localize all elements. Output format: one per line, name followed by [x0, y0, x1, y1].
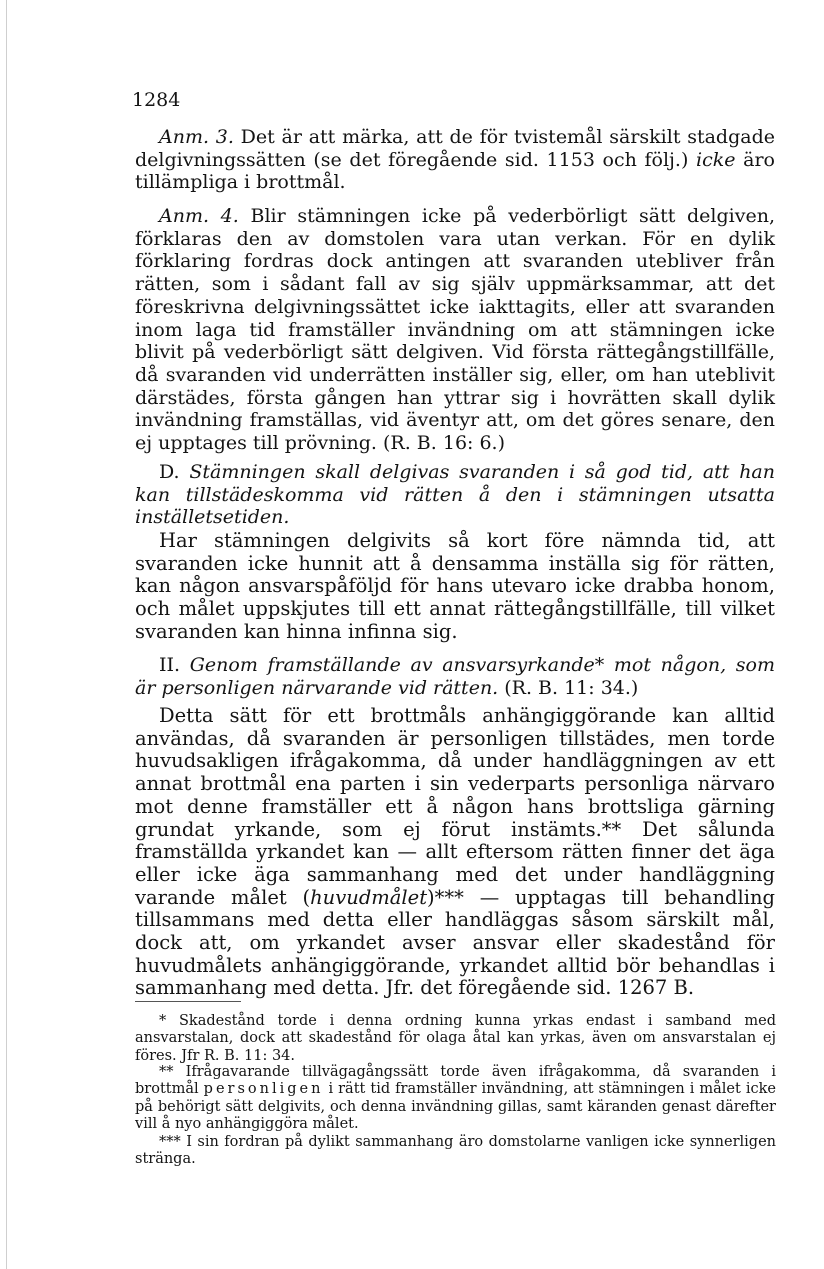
- section-label: II.: [159, 654, 181, 676]
- footnote-2: [135, 1064, 776, 1133]
- footnote-1: [135, 1013, 776, 1065]
- paragraph-emphasis: huvudmålet: [310, 885, 428, 909]
- section-heading-text: Stämningen skall delgivas svaranden i så god tid, att han kan tillstädeskomma vid rätten å den i stämningen utsatta inställetsetiden.: [135, 461, 775, 529]
- note-label: Anm. 4.: [159, 205, 239, 227]
- footnote-divider: [135, 1001, 241, 1002]
- page-number: 1284: [132, 89, 181, 111]
- footnote-text: *** I sin fordran på dylikt sammanhang äro domstolarne vanligen icke synnerligen stränga.: [135, 1134, 776, 1168]
- paragraph-ii: [135, 705, 775, 1000]
- paragraph-d: [135, 530, 775, 644]
- section-heading-text: Genom framställande av ansvarsyrkande* mot någon, som är personligen närvarande vid rätten.: [135, 654, 775, 699]
- note-emphasis: icke: [696, 148, 736, 171]
- footnote-spaced-word: personligen: [203, 1081, 324, 1098]
- note-anm-4: [135, 205, 775, 455]
- footnote-text-cont: i rätt tid framställer invändning, att stämningen i målet icke på behörigt sätt delgivits, och denna invändning gillas, samt käranden genast därefter vill å nyo anhängiggöra målet.: [135, 1081, 776, 1132]
- section-label: D.: [159, 461, 180, 483]
- section-d-heading: [135, 461, 775, 529]
- footnote-text: ** Ifrågavarande tillvägagångssätt torde även ifrågakomma, då svaranden i brottmål: [135, 1064, 776, 1098]
- page-edge: [6, 0, 7, 1269]
- note-label: Anm. 3.: [159, 126, 234, 148]
- paragraph-text: Detta sätt för ett brottmåls anhängiggörande kan alltid användas, då svaranden är personligen tillstädes, men torde huvudsakligen ifrågakomma, då under handläggningen av ett annat brottmål ena parten i sin vederparts personliga närvaro mot denne framställer ett å någon hans brottsliga gärning grundat yrkande, som ej förut instämts.** Det sålunda framställda yrkandet kan — allt eftersom rätten finner det äga eller icke äga sammanhang med det under handläggning varande målet (: [135, 704, 775, 909]
- note-text: Blir stämningen icke på vederbörligt sätt delgiven, förklaras den av domstolen vara utan verkan. För en dylik förklaring fordras dock antingen att svaranden utebliver från rätten, som i sådant fall av sig själv uppmärksammar, att det föreskrivna delgivningssättet icke iakttagits, eller att svaranden inom laga tid framställer invändning om att stämningen icke blivit på vederbörligt sätt delgiven. Vid första rättegångstillfälle, då svaranden vid underrätten inställer sig, eller, om han uteblivit därstädes, första gången han yttrar sig i hovrätten skall dylik invändning framställas, vid äventyr att, om det göres senare, den ej upptages till prövning. (R. B. 16: 6.): [135, 205, 775, 455]
- section-ii-heading: [135, 654, 775, 699]
- paragraph-text: Har stämningen delgivits så kort före nämnda tid, att svaranden icke hunnit att å densamma inställa sig för rätten, kan någon ansvarspåföljd för hans utevaro icke drabba honom, och målet uppskjutes till ett annat rättegångstillfälle, till vilket svaranden kan hinna infinna sig.: [135, 529, 775, 643]
- note-anm-3: [135, 126, 775, 194]
- footnote-3: [135, 1134, 776, 1169]
- section-reference: (R. B. 11: 34.): [498, 676, 639, 699]
- note-tail: äro tillämpliga i brottmål.: [135, 148, 775, 194]
- note-text: Det är att märka, att de för tvistemål särskilt stadgade delgivningssätten (se det föregående sid. 1153 och följ.): [135, 126, 775, 171]
- paragraph-text-cont: )*** — upptagas till behandling tillsammans med detta eller handläggas såsom särskilt mål, dock att, om yrkandet avser ansvar eller skadestånd för huvudmålets anhängiggörande, yrkandet alltid bör behandlas i sammanhang med detta. Jfr. det föregående sid. 1267 B.: [135, 885, 776, 1000]
- footnote-text: * Skadestånd torde i denna ordning kunna yrkas endast i samband med ansvarstalan, dock att skadestånd för olaga åtal kan yrkas, även om ansvarstalan ej föres. Jfr R. B. 11: 34.: [135, 1013, 776, 1064]
